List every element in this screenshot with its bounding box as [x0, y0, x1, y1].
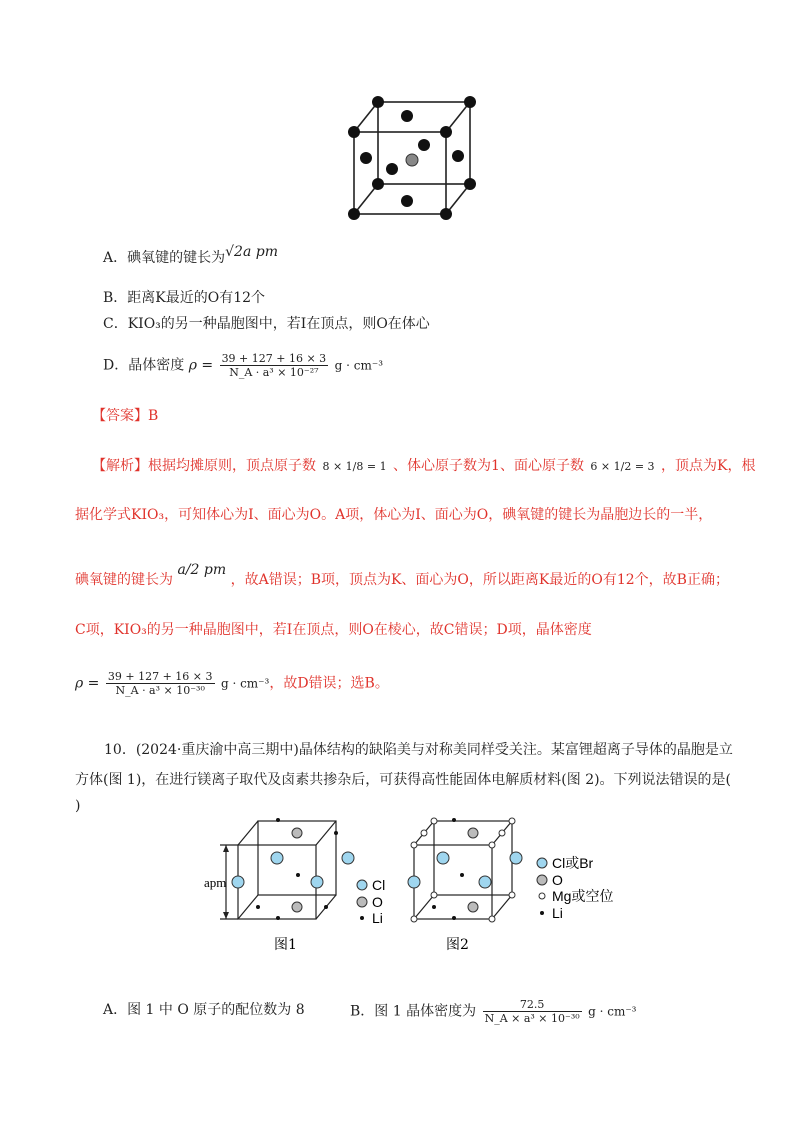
option-d: D．晶体密度 ρ = $\frac{39 + 127 + 16 \times 3}{\text{N\_A · a³ × 10⁻²⁷}}$ g · cm⁻³ — [103, 352, 384, 379]
option-b: B．距离K最近的O有12个 — [103, 290, 266, 306]
frac-vertex: 8 × 1/8 = 1 — [322, 459, 387, 473]
legend-cl-br: Cl或Br — [552, 855, 594, 871]
option-a — [103, 244, 278, 268]
legend-mg-vacancy: Mg或空位 — [552, 888, 614, 904]
q10-option-a: A．图 1 中 O 原子的配位数为 8 — [103, 1002, 305, 1018]
density-formula: $\frac{39 + 127 + 16 \times 3}{\text{N\_A · a³ × 10⁻³⁰}}$ — [107, 670, 213, 697]
analysis-line-5: ρ = $\frac{39 + 127 + 16 \times 3}{\text{N\_A · a³ × 10⁻³⁰}}$ g · cm⁻³，故D错误；选B。 — [75, 670, 389, 697]
answer-label: 【答案】B — [92, 408, 159, 424]
analysis-line-3: 碘氧键的键长为 a/2 pm ，故A错误；B项，顶点为K、面心为O，所以距离K最近的O有12个，故B正确； — [75, 562, 729, 588]
fig2-caption: 图2 — [446, 937, 469, 953]
q10-line-1: 10．(2024·重庆渝中高三期中)晶体结构的缺陷美与对称美同样受关注。某富锂超离子导体的晶胞是立 — [104, 742, 733, 758]
legend-o: O — [372, 894, 383, 910]
q10-figures — [200, 815, 640, 955]
legend-cl: Cl — [372, 877, 386, 893]
legend-o-2: O — [552, 872, 563, 888]
option-a-value: √2a pm — [225, 244, 278, 260]
q10-line-2: 方体(图 1)，在进行镁离子取代及卤素共掺杂后，可获得高性能固体电解质材料(图 2)。下列说法错误的是( — [75, 772, 732, 788]
edge-length-label: apm — [204, 875, 227, 890]
option-d-unit: g · cm⁻³ — [334, 358, 384, 373]
option-d-formula: $\frac{39 + 127 + 16 \times 3}{\text{N\_A · a³ × 10⁻²⁷}}$ — [221, 352, 327, 379]
option-d-text: D．晶体密度 — [103, 357, 185, 374]
analysis-line-1: 【解析】根据均摊原则，顶点原子数 8 × 1/8 = 1 、体心原子数为1、面心原子数 6 × 1/2 = 3 ，顶点为K，根 — [92, 458, 756, 474]
q10-option-b-formula: $\frac{72.5}{\text{N\_A × a³ × 10⁻³⁰}}$ — [484, 998, 580, 1025]
fig1-caption: 图1 — [274, 937, 297, 953]
analysis-line-4: C项，KIO₃的另一种晶胞图中，若I在顶点，则O在棱心，故C错误；D项，晶体密度 — [75, 622, 592, 638]
q10-option-b: B．图 1 晶体密度为 $\frac{72.5}{\text{N\_A × a³ × 10⁻³⁰}}$ g · cm⁻³ — [350, 998, 637, 1025]
option-a-text: A．碘氧键的键长为 — [103, 250, 226, 266]
legend-li: Li — [372, 910, 383, 926]
analysis-line-2: 据化学式KIO₃，可知体心为I、面心为O。A项，体心为I、面心为O，碘氧键的键长为晶胞边长的一半， — [75, 507, 713, 523]
frac-face: 6 × 1/2 = 3 — [590, 459, 655, 473]
frac-half-a: a/2 pm — [177, 562, 227, 578]
legend-li-2: Li — [552, 905, 563, 921]
option-c: C．KIO₃的另一种晶胞图中，若I在顶点，则O在体心 — [103, 316, 430, 332]
kio3-unit-cell-figure — [340, 88, 480, 228]
q10-line-3: ) — [75, 798, 81, 814]
